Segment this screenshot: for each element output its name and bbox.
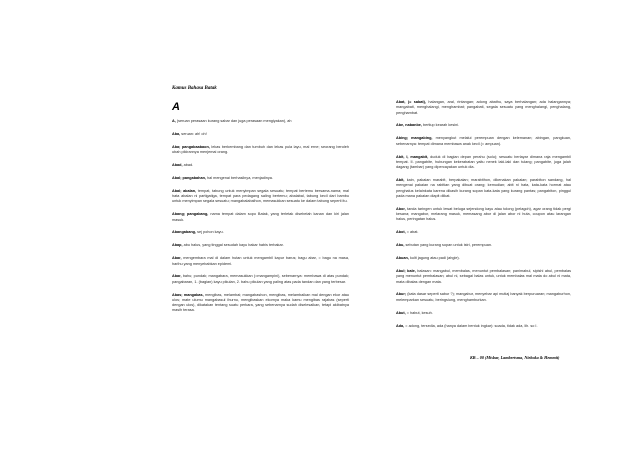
entry-definition: (kata dasar seperti sabur ?); mangabur, menyebar api mutiaj banyak berpuruaran; mangaburhon, melemparkan sesuatu, beringsiung, menghamburkan. xyxy=(396,292,571,302)
entry-definition: mengibas, melambai; mangabashon, mengibas, melambaikan mal dengan ekor atau ulos; mate ulumu mangabasul ihurnu, mengibaskan ekornya maka kamu mengibas rajabas (seperti dengan ulos), dikatakan tentang suatu perkara, yang sebenarnya sudah diselesaikan, tetapi akibatnya masih terasa. xyxy=(172,292,349,313)
entry-definition: balasan: mangabul, membalas, menuntut pembalasan; panimabul, sipishi abul, pembalas yang menuntut pembalasan; abul ni, sebagai balas untuk, untuk membalas mal mata do abul ni mata, mata dibalas dengan mata. xyxy=(396,268,571,284)
dictionary-entry xyxy=(396,100,571,116)
dictionary-entry xyxy=(396,256,571,261)
dictionary-entry xyxy=(396,155,571,171)
dictionary-entry xyxy=(172,230,349,235)
dictionary-entry xyxy=(396,243,571,248)
entry-definition: bertiup kearah kesini. xyxy=(423,123,460,128)
dictionary-entry xyxy=(396,324,571,329)
entry-definition: hal mengenai berhasilnya, menjadinya. xyxy=(207,175,273,180)
entry-headword: Abad, xyxy=(172,162,183,167)
entry-headword: Abal; pangabahan, xyxy=(172,175,206,180)
entry-headword: Abap, xyxy=(172,243,183,248)
entry-headword: Abat, (= sabat), xyxy=(396,100,426,104)
entry-definition: kulit jagung atau padi (ahgle). xyxy=(409,256,460,261)
entry-definition: (seruan perasaan kurang sabar dan juga perasaan mengiyakan), ah xyxy=(176,119,292,123)
entry-definition: tempat, tabung untuk menyimpan segala sesuatu; tempat bertemu bersama-nama; mal hata abalan ni partigatiga, tempat para pedagang saling bertemu; abalabal, tabung kecil dari bambu untuk menyimpan segala sesuatu; mangabalabalhon, memasukkan sesuatu ke dalam tabung seperti itu. xyxy=(172,188,349,204)
entry-definition: lekas berkembang dan tumbuh dan lekas pula layu, mal erne; seorang beroleh ubah pikirannya menjemai orang. xyxy=(172,144,349,155)
entry-headword: Abang; pangabang, xyxy=(172,212,209,217)
section-letter: A xyxy=(172,101,180,113)
entry-headword: Abas; mangabas, xyxy=(172,292,204,297)
entry-headword: Abut, xyxy=(396,310,406,315)
entry-definition: = adong, tersedia, ada (hanya dalam bentuk ingkar): soada, tidak ada, lih. so I. xyxy=(405,323,538,328)
entry-headword: Abar, xyxy=(172,256,182,261)
right-entry-list xyxy=(396,100,571,329)
dictionary-entry xyxy=(396,178,571,199)
dictionary-entry xyxy=(396,230,571,235)
dictionary-entry xyxy=(172,212,349,223)
entry-headword: Aba; pangabaabaon, xyxy=(172,144,210,149)
entry-definition: halangan, aral, rintangan; adong abathu, saya berhalangan; ada halangannya; mangabati, menghalangi, menghambat; pangabati, segala sesuatu yang menghalangi, penghalang, penghambat. xyxy=(396,100,571,115)
dictionary-entry xyxy=(172,274,349,285)
dictionary-entry xyxy=(172,176,349,181)
left-column xyxy=(172,100,349,321)
entry-definition: sebutan yang kurang sopan untuk istri, perempuan. xyxy=(405,243,493,248)
entry-headword: Abur; xyxy=(396,292,407,297)
entry-headword: Abit, xyxy=(396,178,405,183)
dictionary-entry xyxy=(172,145,349,156)
entry-headword: Abu, xyxy=(396,243,405,248)
entry-definition: menyangkut melalui perempuan dengan kelemanan; abingan, pangkuan, sebenarnya: tempat dimana membawa anak kecil (= ampuan). xyxy=(396,136,571,146)
entry-headword: Abuan, xyxy=(396,256,409,261)
entry-definition: duduk di bagian depan perahu (solu); sesuatu berlayar dimana raja mengambil tempat. II. pangabite, hubungan kekerabatan yaitu nenek laki-laki dan tulang; pangabite, juga jalah dagang (tambar) yang dipercayakan untuk dia. xyxy=(396,154,571,170)
left-entry-list xyxy=(172,119,349,314)
entry-headword: Aba, xyxy=(172,131,181,136)
dictionary-entry xyxy=(172,189,349,205)
entry-definition: sej pohon kayu. xyxy=(197,230,224,235)
entry-definition: nama tempat dalam sopo Batak, yang terletak disebelah kanan dan kiri jalan masuk. xyxy=(172,212,349,222)
dictionary-entry xyxy=(396,311,571,316)
entry-definition: kain, pakaian marabit, berpakaian; marabithon, dikenakan pakaian; parabiton sandang, hal mengenai pakaian na rabitian yang dibuat orang; kemudian; abit ni hata, kata-kata hormat atau penghalus kelainkata karena dikasih kurang sopan kata-kata yang kurang pantas; pangabiton, pinggul pada mana pakaian diapit diikat. xyxy=(396,178,571,198)
dictionary-entry xyxy=(172,256,349,267)
entry-definition: bahu; pundak; mangabara, memasukkan (=mangampini), sebenarnya: membawa di atas pundak; pangabaran, 1. (bagian) kayu pikulan, 2. bahu pikulan yang paling atas pada tandan dan yang terbesar. xyxy=(172,274,349,284)
dictionary-entry xyxy=(396,136,571,147)
entry-headword: Abe, nabanbe, xyxy=(396,123,422,128)
entry-definition: abad. xyxy=(183,162,194,167)
entry-headword: Abit, I, mangabit, xyxy=(396,154,429,159)
entry-headword: Abar, xyxy=(172,274,182,279)
dictionary-entry xyxy=(172,243,349,248)
entry-definition: = habut, kesuh. xyxy=(406,310,433,315)
entry-headword: Abot, xyxy=(396,230,406,235)
dictionary-entry xyxy=(396,292,571,303)
entry-headword: Abal; abalan, xyxy=(172,188,197,193)
entry-headword: Abul; bale, xyxy=(396,268,416,273)
entry-headword: Abing; mangabing, xyxy=(396,136,433,141)
entry-definition: mengembara mal di dalam hutan untuk mengambil kapur barus; bagu abar, = bagu na masa, harihu yang menyebabkan epidemi. xyxy=(172,256,349,266)
entry-headword: A, xyxy=(172,119,176,123)
dictionary-entry xyxy=(172,293,349,314)
entry-headword: Abor, xyxy=(396,206,406,211)
entry-definition: tanda taringen untuk lewat beluga sejendong kayu atau tolong (pelagoh), agar orang tidak pergi kesana; mangabor, melarang masuk, memasang abor di jalan abor ni huta, coupon atau larangan halus, peringatan halus. xyxy=(396,206,571,222)
entry-headword: Ada, xyxy=(396,323,405,328)
entry-definition: = abat. xyxy=(406,230,419,235)
page-footer: KB – 00 (Misbar, Lambertsma, Nieboka & Hemmit) xyxy=(470,355,560,360)
entry-definition: abu halus, yang tinggal sesudah kayu bakar habis terbakar. xyxy=(183,243,284,248)
dictionary-entry xyxy=(172,132,349,137)
entry-headword: Abangabang, xyxy=(172,230,197,235)
dictionary-entry xyxy=(396,269,571,285)
page-title: Kamus Bahasa Batak xyxy=(172,86,217,91)
dictionary-entry xyxy=(172,163,349,168)
right-column xyxy=(396,100,571,336)
dictionary-entry xyxy=(396,207,571,223)
dictionary-entry xyxy=(172,119,349,124)
dictionary-entry xyxy=(396,123,571,128)
entry-definition: seruan: ah! oh! xyxy=(181,131,207,136)
